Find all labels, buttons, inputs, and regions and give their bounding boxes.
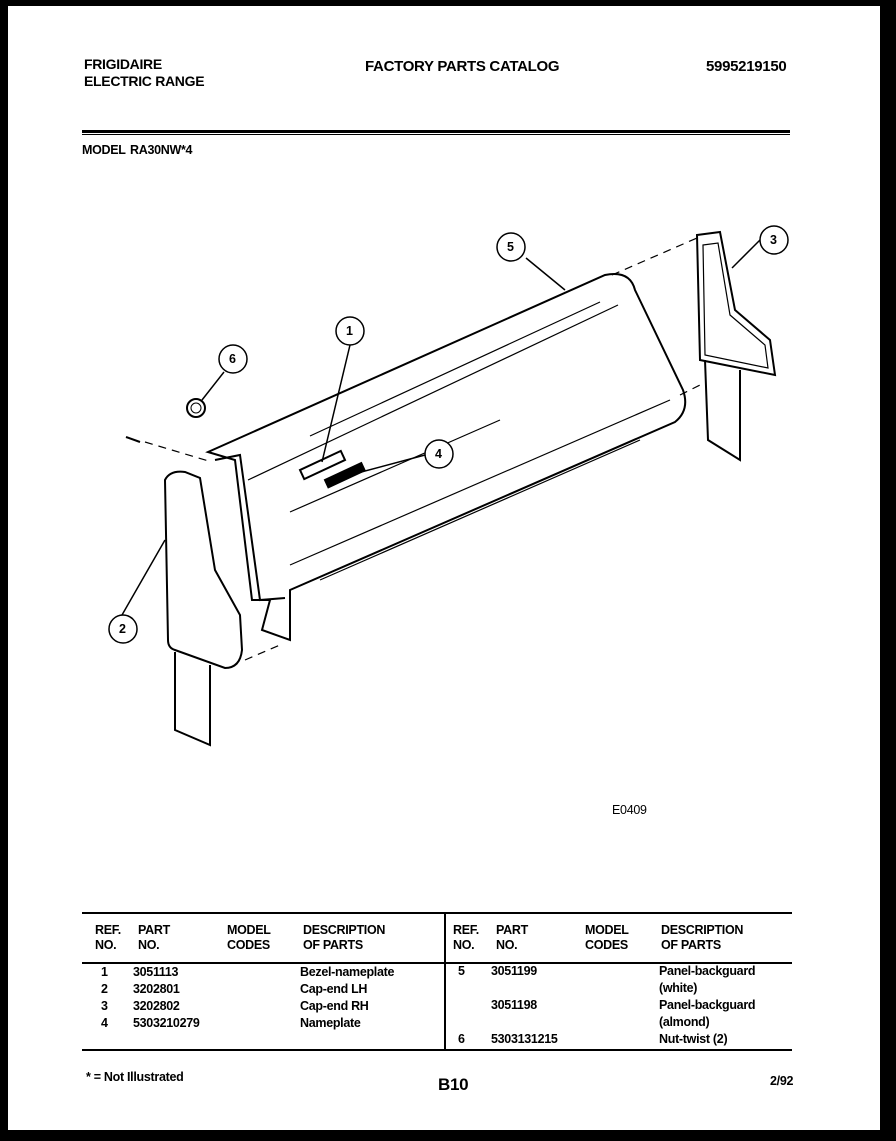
part-no: 5303210279 — [133, 1016, 200, 1030]
part-description: Panel-backguard — [659, 964, 756, 978]
header-ref-right: REF. — [453, 923, 479, 937]
part-no: 5303131215 — [491, 1032, 558, 1046]
part-description-note: (almond) — [659, 1015, 710, 1029]
table-divider — [444, 912, 446, 1050]
page-number: B10 — [438, 1075, 469, 1094]
callout-label-5: 5 — [507, 240, 514, 254]
header-part-2: NO. — [138, 938, 160, 952]
part-description: Panel-backguard — [659, 998, 756, 1012]
ref-no: 6 — [458, 1032, 465, 1046]
diagram-code: E0409 — [612, 803, 647, 817]
header-model: MODEL — [227, 923, 271, 937]
ref-no: 1 — [101, 965, 108, 979]
header-ref: REF. — [95, 923, 121, 937]
ref-no: 5 — [458, 964, 465, 978]
brand: FRIGIDAIRE — [84, 56, 162, 72]
ref-no: 2 — [101, 982, 108, 996]
header-desc-2: OF PARTS — [303, 938, 363, 952]
part-description: Cap-end RH — [300, 999, 369, 1013]
header-ref-2: NO. — [95, 938, 117, 952]
part-description: Bezel-nameplate — [300, 965, 395, 979]
ref-no: 4 — [101, 1016, 108, 1030]
header-desc: DESCRIPTION — [303, 923, 386, 937]
screw — [126, 437, 140, 442]
footnote: * = Not Illustrated — [86, 1070, 184, 1084]
catalog-number: 5995219150 — [706, 58, 787, 75]
header-desc-right-2: OF PARTS — [661, 938, 721, 952]
part-no: 3202801 — [133, 982, 180, 996]
page-title: FACTORY PARTS CATALOG — [365, 58, 560, 75]
revision-date: 2/92 — [770, 1074, 794, 1088]
header-model-2: CODES — [227, 938, 270, 952]
left-end-cap — [165, 472, 242, 745]
product-type: ELECTRIC RANGE — [84, 73, 205, 89]
callout-label-4: 4 — [435, 447, 442, 461]
table-top-rule — [82, 912, 792, 914]
callout-label-6: 6 — [229, 352, 236, 366]
callout-label-2: 2 — [119, 622, 126, 636]
header-part-right-2: NO. — [496, 938, 518, 952]
right-end-cap — [697, 232, 775, 460]
part-description: Nameplate — [300, 1016, 361, 1030]
model-label: MODEL — [82, 143, 126, 157]
header-model-right: MODEL — [585, 923, 629, 937]
callout-label-3: 3 — [770, 233, 777, 247]
part-no: 3202802 — [133, 999, 180, 1013]
part-description: Cap-end LH — [300, 982, 368, 996]
header-model-right-2: CODES — [585, 938, 628, 952]
header-part-right: PART — [496, 923, 528, 937]
header-ref-right-2: NO. — [453, 938, 475, 952]
part-no: 3051113 — [133, 965, 179, 979]
callout-label-1: 1 — [346, 324, 353, 338]
header-desc-right: DESCRIPTION — [661, 923, 744, 937]
part-no: 3051198 — [491, 998, 537, 1012]
table-bottom-rule — [82, 1049, 792, 1051]
part-description: Nut-twist (2) — [659, 1032, 728, 1046]
part-no: 3051199 — [491, 964, 537, 978]
nut-twist — [187, 399, 205, 417]
model-number: RA30NW*4 — [130, 143, 193, 157]
header-part: PART — [138, 923, 170, 937]
part-description-note: (white) — [659, 981, 698, 995]
ref-no: 3 — [101, 999, 108, 1013]
